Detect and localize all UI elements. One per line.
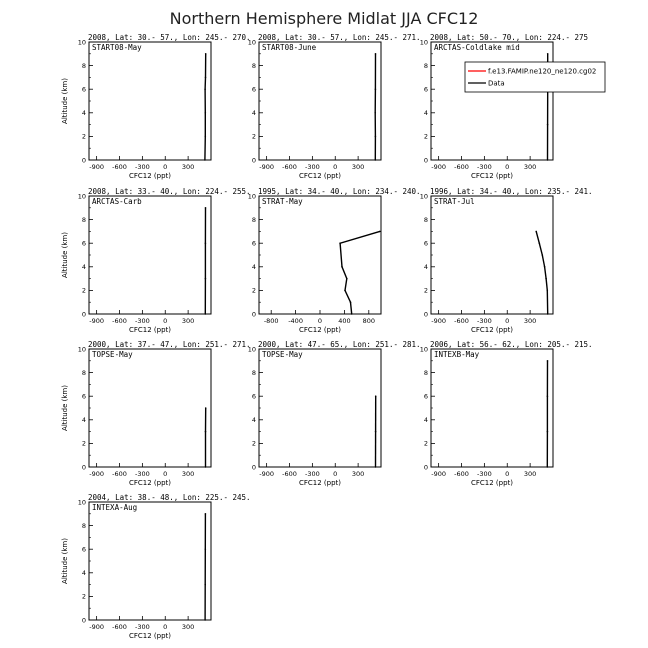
y-tick-label: 4 bbox=[81, 109, 86, 118]
data-point bbox=[535, 231, 537, 233]
panel-header: 2008, Lat: 33.- 40., Lon: 224.- 255. bbox=[88, 187, 251, 196]
data-point bbox=[205, 278, 207, 280]
x-tick-label: -600 bbox=[282, 470, 297, 478]
panel bbox=[61, 493, 251, 640]
y-tick-label: 2 bbox=[251, 286, 256, 295]
x-axis-title: CFC12 (ppt) bbox=[298, 326, 342, 334]
y-tick-label: 6 bbox=[81, 545, 86, 554]
plot-frame bbox=[431, 42, 553, 160]
series-line-data bbox=[536, 231, 548, 314]
plot-frame bbox=[89, 42, 211, 160]
x-axis-title: CFC12 (ppt) bbox=[470, 172, 514, 180]
x-tick-label: -300 bbox=[304, 163, 320, 171]
plot-frame bbox=[431, 349, 553, 467]
x-tick-label: 300 bbox=[523, 317, 537, 325]
data-point bbox=[545, 278, 547, 280]
series-line-data bbox=[205, 54, 206, 160]
data-point bbox=[204, 584, 206, 586]
y-tick-label: 2 bbox=[81, 286, 86, 295]
y-tick-label: 10 bbox=[247, 345, 256, 354]
data-point bbox=[379, 231, 381, 233]
y-tick-label: 2 bbox=[81, 592, 86, 601]
y-tick-label: 6 bbox=[423, 85, 428, 94]
y-tick-label: 8 bbox=[251, 61, 256, 70]
data-point bbox=[350, 301, 352, 303]
panel-label: STRAT-May bbox=[262, 197, 303, 206]
panel-label: START08-June bbox=[262, 43, 317, 52]
y-tick-label: 10 bbox=[77, 38, 86, 47]
plot-frame bbox=[89, 196, 211, 314]
y-tick-label: 6 bbox=[251, 239, 256, 248]
y-axis-title: Altitude (km) bbox=[61, 538, 69, 584]
data-point bbox=[205, 548, 207, 550]
y-tick-label: 0 bbox=[251, 463, 256, 472]
y-tick-label: 0 bbox=[423, 310, 428, 319]
x-tick-label: -300 bbox=[134, 623, 150, 631]
legend-model-label: f.e13.FAMIP.ne120_ne120.cg02 bbox=[488, 67, 597, 76]
x-tick-label: 800 bbox=[362, 317, 376, 325]
x-tick-label: 300 bbox=[351, 163, 365, 171]
y-tick-label: 6 bbox=[251, 85, 256, 94]
x-tick-label: 0 bbox=[505, 163, 510, 171]
x-tick-label: -600 bbox=[454, 317, 469, 325]
x-tick-label: -900 bbox=[259, 470, 275, 478]
figure-title: Northern Hemisphere Midlat JJA CFC12 bbox=[169, 9, 479, 28]
y-tick-label: 6 bbox=[81, 239, 86, 248]
panel-label: INTEXB-May bbox=[434, 350, 480, 359]
x-axis-title: CFC12 (ppt) bbox=[128, 632, 172, 640]
x-tick-label: -900 bbox=[89, 623, 105, 631]
data-point bbox=[547, 313, 549, 315]
data-point bbox=[374, 112, 376, 114]
data-point bbox=[205, 242, 207, 244]
y-tick-label: 0 bbox=[81, 310, 86, 319]
x-tick-label: -900 bbox=[431, 470, 447, 478]
x-tick-label: -600 bbox=[282, 163, 297, 171]
data-point bbox=[547, 466, 549, 468]
y-tick-label: 8 bbox=[251, 368, 256, 377]
data-point bbox=[205, 407, 207, 409]
panel-header: 2000, Lat: 37.- 47., Lon: 251.- 271. bbox=[88, 340, 251, 349]
x-tick-label: 0 bbox=[163, 470, 168, 478]
x-tick-label: -300 bbox=[134, 163, 150, 171]
data-point bbox=[539, 242, 541, 244]
panel-header: 1995, Lat: 34.- 40., Lon: 234.- 240. bbox=[258, 187, 421, 196]
y-tick-label: 8 bbox=[423, 368, 428, 377]
y-tick-label: 2 bbox=[81, 439, 86, 448]
data-point bbox=[544, 266, 546, 268]
y-tick-label: 4 bbox=[251, 109, 256, 118]
panel-header: 2008, Lat: 30.- 57., Lon: 245.- 270. bbox=[88, 33, 251, 42]
x-tick-label: -600 bbox=[454, 163, 469, 171]
panel-header: 2004, Lat: 38.- 48., Lon: 225.- 245. bbox=[88, 493, 251, 502]
panels bbox=[61, 33, 605, 640]
x-axis-title: CFC12 (ppt) bbox=[298, 479, 342, 487]
y-tick-label: 0 bbox=[81, 616, 86, 625]
panel bbox=[248, 33, 421, 180]
legend-box bbox=[465, 62, 605, 92]
data-point bbox=[205, 136, 207, 138]
data-point bbox=[375, 136, 377, 138]
x-tick-label: -300 bbox=[476, 470, 492, 478]
data-point bbox=[375, 88, 377, 90]
plot-frame bbox=[89, 502, 211, 620]
y-tick-label: 10 bbox=[77, 498, 86, 507]
x-axis-title: CFC12 (ppt) bbox=[470, 479, 514, 487]
y-tick-label: 10 bbox=[419, 38, 428, 47]
y-tick-label: 8 bbox=[81, 521, 86, 530]
panel-label: STRAT-Jul bbox=[434, 197, 475, 206]
y-tick-label: 0 bbox=[251, 156, 256, 165]
x-tick-label: 300 bbox=[181, 623, 195, 631]
y-tick-label: 0 bbox=[423, 463, 428, 472]
panel-header: 1996, Lat: 34.- 40., Lon: 235.- 241. bbox=[430, 187, 593, 196]
x-tick-label: -300 bbox=[476, 317, 492, 325]
data-point bbox=[351, 313, 353, 315]
y-tick-label: 0 bbox=[81, 156, 86, 165]
data-point bbox=[547, 290, 549, 292]
y-tick-label: 10 bbox=[247, 192, 256, 201]
data-point bbox=[375, 53, 377, 55]
x-tick-label: 0 bbox=[163, 317, 168, 325]
x-tick-label: -900 bbox=[431, 163, 447, 171]
data-point bbox=[205, 431, 207, 433]
y-tick-label: 6 bbox=[251, 392, 256, 401]
x-tick-label: -900 bbox=[89, 163, 105, 171]
x-tick-label: -600 bbox=[112, 317, 127, 325]
data-point bbox=[547, 431, 549, 433]
panel bbox=[420, 33, 605, 180]
y-tick-label: 0 bbox=[251, 310, 256, 319]
y-tick-label: 4 bbox=[251, 416, 256, 425]
x-tick-label: 300 bbox=[351, 470, 365, 478]
panel bbox=[420, 187, 593, 334]
data-point bbox=[542, 254, 544, 256]
data-point bbox=[346, 278, 348, 280]
panel bbox=[61, 33, 251, 180]
y-tick-label: 0 bbox=[81, 463, 86, 472]
y-tick-label: 6 bbox=[423, 239, 428, 248]
x-tick-label: -900 bbox=[89, 470, 105, 478]
y-tick-label: 8 bbox=[251, 215, 256, 224]
data-point bbox=[375, 466, 377, 468]
x-tick-label: 0 bbox=[163, 623, 168, 631]
y-tick-label: 4 bbox=[423, 263, 428, 272]
x-tick-label: -300 bbox=[304, 470, 320, 478]
data-point bbox=[547, 124, 549, 126]
y-tick-label: 8 bbox=[423, 215, 428, 224]
y-tick-label: 2 bbox=[251, 132, 256, 141]
x-tick-label: -900 bbox=[259, 163, 275, 171]
y-tick-label: 4 bbox=[81, 263, 86, 272]
plot-frame bbox=[431, 196, 553, 314]
y-tick-label: 2 bbox=[423, 132, 428, 141]
x-axis-title: CFC12 (ppt) bbox=[128, 479, 172, 487]
x-tick-label: -900 bbox=[431, 317, 447, 325]
x-axis-title: CFC12 (ppt) bbox=[470, 326, 514, 334]
x-tick-label: 300 bbox=[181, 470, 195, 478]
x-tick-label: 0 bbox=[505, 470, 510, 478]
panel-label: ARCTAS-Coldlake mid bbox=[434, 43, 520, 52]
plot-frame bbox=[89, 349, 211, 467]
x-axis-title: CFC12 (ppt) bbox=[128, 172, 172, 180]
data-point bbox=[547, 360, 549, 362]
x-axis-title: CFC12 (ppt) bbox=[298, 172, 342, 180]
y-tick-label: 4 bbox=[81, 569, 86, 578]
panel bbox=[61, 340, 251, 487]
panel bbox=[248, 340, 421, 487]
panel bbox=[61, 187, 251, 334]
x-tick-label: -300 bbox=[134, 317, 150, 325]
series-line-data bbox=[340, 231, 380, 314]
plot-frame bbox=[259, 42, 381, 160]
y-tick-label: 10 bbox=[77, 345, 86, 354]
y-tick-label: 10 bbox=[419, 192, 428, 201]
panel-header: 2000, Lat: 47.- 65., Lon: 251.- 281. bbox=[258, 340, 421, 349]
panel-label: INTEXA-Aug bbox=[92, 503, 138, 512]
y-axis-title: Altitude (km) bbox=[61, 78, 69, 124]
y-tick-label: 4 bbox=[423, 416, 428, 425]
x-tick-label: -300 bbox=[134, 470, 150, 478]
y-tick-label: 8 bbox=[81, 215, 86, 224]
y-axis-title: Altitude (km) bbox=[61, 232, 69, 278]
x-tick-label: 300 bbox=[523, 470, 537, 478]
data-point bbox=[547, 395, 549, 397]
panel-label: TOPSE-May bbox=[92, 350, 133, 359]
y-tick-label: 10 bbox=[77, 192, 86, 201]
panel-header: 2008, Lat: 50.- 70., Lon: 224.- 275 bbox=[430, 33, 589, 42]
data-point bbox=[205, 466, 207, 468]
data-point bbox=[547, 53, 549, 55]
x-tick-label: 300 bbox=[523, 163, 537, 171]
data-point bbox=[375, 431, 377, 433]
x-tick-label: 0 bbox=[317, 317, 323, 325]
y-tick-label: 8 bbox=[423, 61, 428, 70]
x-axis-title: CFC12 (ppt) bbox=[128, 326, 172, 334]
y-tick-label: 6 bbox=[81, 392, 86, 401]
data-point bbox=[205, 313, 207, 315]
y-tick-label: 4 bbox=[81, 416, 86, 425]
panel bbox=[248, 187, 421, 334]
panel-label: TOPSE-May bbox=[262, 350, 303, 359]
y-tick-label: 2 bbox=[81, 132, 86, 141]
x-tick-label: -600 bbox=[112, 623, 127, 631]
data-point bbox=[204, 619, 206, 621]
x-tick-label: 0 bbox=[505, 317, 510, 325]
panel-header: 2008, Lat: 30.- 57., Lon: 245.- 271. bbox=[258, 33, 421, 42]
x-tick-label: 0 bbox=[333, 470, 338, 478]
y-tick-label: 2 bbox=[423, 439, 428, 448]
x-tick-label: 300 bbox=[181, 163, 195, 171]
y-tick-label: 8 bbox=[81, 61, 86, 70]
plot-frame bbox=[259, 196, 381, 314]
x-tick-label: -600 bbox=[112, 470, 127, 478]
data-point bbox=[204, 159, 206, 161]
x-tick-label: -600 bbox=[112, 163, 127, 171]
data-point bbox=[341, 266, 343, 268]
x-tick-label: -600 bbox=[454, 470, 469, 478]
panel-label: ARCTAS-Carb bbox=[92, 197, 142, 206]
y-axis-title: Altitude (km) bbox=[61, 385, 69, 431]
data-point bbox=[205, 207, 207, 209]
x-tick-label: -300 bbox=[476, 163, 492, 171]
y-tick-label: 10 bbox=[419, 345, 428, 354]
y-tick-label: 6 bbox=[423, 392, 428, 401]
y-tick-label: 8 bbox=[81, 368, 86, 377]
y-tick-label: 2 bbox=[423, 286, 428, 295]
x-tick-label: -400 bbox=[288, 317, 303, 325]
data-point bbox=[205, 53, 207, 55]
x-tick-label: -800 bbox=[263, 317, 279, 325]
y-tick-label: 4 bbox=[423, 109, 428, 118]
x-tick-label: 300 bbox=[181, 317, 195, 325]
data-point bbox=[375, 395, 377, 397]
y-tick-label: 10 bbox=[247, 38, 256, 47]
panel-header: 2006, Lat: 56.- 62., Lon: 205.- 215. bbox=[430, 340, 593, 349]
x-tick-label: 400 bbox=[338, 317, 351, 325]
y-tick-label: 0 bbox=[423, 156, 428, 165]
data-point bbox=[375, 159, 377, 161]
x-tick-label: 0 bbox=[333, 163, 338, 171]
legend-data-label: Data bbox=[488, 79, 505, 88]
data-point bbox=[344, 290, 346, 292]
data-point bbox=[205, 112, 207, 114]
panel bbox=[420, 340, 593, 487]
y-tick-label: 4 bbox=[251, 263, 256, 272]
y-tick-label: 6 bbox=[81, 85, 86, 94]
data-point bbox=[204, 88, 206, 90]
x-tick-label: 0 bbox=[163, 163, 168, 171]
data-point bbox=[205, 513, 207, 515]
plot-frame bbox=[259, 349, 381, 467]
data-point bbox=[339, 242, 341, 244]
x-tick-label: -900 bbox=[89, 317, 105, 325]
legend bbox=[465, 62, 605, 92]
data-point bbox=[205, 77, 207, 79]
data-point bbox=[547, 159, 549, 161]
y-tick-label: 2 bbox=[251, 439, 256, 448]
panel-label: START08-May bbox=[92, 43, 142, 52]
